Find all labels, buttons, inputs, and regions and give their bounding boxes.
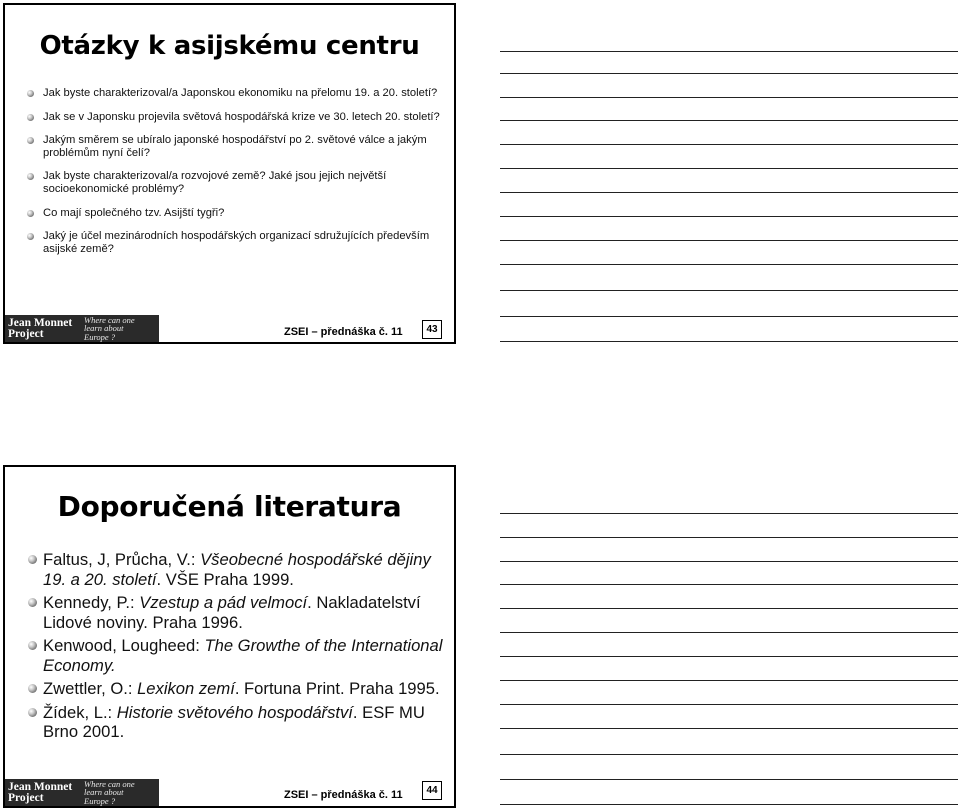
note-line [500,584,958,585]
note-line [500,680,958,681]
bullet-icon [27,173,34,180]
note-line [500,240,958,241]
question-text: Jaký je účel mezinárodních hospodářských organizací sdružujících především asijské země? [43,230,430,255]
note-line [500,608,958,609]
note-line [500,728,958,729]
slide-44 [3,465,456,808]
question-text: Jak byste charakterizoval/a rozvojové země? Jaké jsou jejich největší socioekonomické problémy? [43,170,387,195]
note-line [500,51,958,52]
list-item [27,134,447,159]
note-line [500,537,958,538]
question-text: Co mají společného tzv. Asijští tygři? [43,206,225,219]
list-item [27,87,447,100]
question-text: Jakým směrem se ubíralo japonské hospodářství po 2. světové válce a jakým problémům nyní čelí? [43,134,427,159]
slide-title: Otázky k asijskému centru [39,31,420,61]
page-number: 43 [422,320,442,339]
slide-43 [3,3,456,344]
bullet-icon [27,137,34,144]
slide-title: Doporučená literatura [57,490,402,523]
note-line [500,804,958,805]
note-line [500,779,958,780]
list-item: Kenwood, Lougheed: The Growthe of the International Economy. [27,636,447,675]
list-item [27,111,447,124]
bullet-icon [27,90,34,97]
bullet-icon [28,684,37,693]
note-line [500,632,958,633]
note-line [500,513,958,514]
note-line [500,73,958,74]
note-line [500,290,958,291]
note-line [500,561,958,562]
list-item [27,170,447,195]
note-line [500,704,958,705]
question-list [27,87,447,266]
bullet-icon [28,708,37,717]
note-line [500,316,958,317]
bullet-icon [28,555,37,564]
list-item: Žídek, L.: Historie světového hospodářství. ESF MU Brno 2001. [27,703,447,742]
note-line [500,97,958,98]
footer-label: ZSEI – přednáška č. 11 [284,789,403,801]
note-line [500,192,958,193]
note-line [500,754,958,755]
list-item: Zwettler, O.: Lexikon zemí. Fortuna Print. Praha 1995. [27,679,447,699]
note-line [500,264,958,265]
list-item: Faltus, J, Průcha, V.: Všeobecné hospodářské dějiny 19. a 20. století. VŠE Praha 1999. [27,550,447,589]
footer-label: ZSEI – přednáška č. 11 [284,326,403,338]
bullet-icon [27,114,34,121]
question-text: Jak byste charakterizoval/a Japonskou ekonomiku na přelomu 19. a 20. století? [43,87,438,99]
bullet-icon [27,233,34,240]
bullet-icon [27,210,34,217]
note-line [500,120,958,121]
reference-list [27,550,447,746]
bullet-icon [28,598,37,607]
list-item [27,230,447,255]
bullet-icon [28,641,37,650]
note-line [500,216,958,217]
list-item [27,207,447,220]
note-line [500,341,958,342]
note-line [500,168,958,169]
list-item: Kennedy, P.: Vzestup a pád velmocí. Nakladatelství Lidové noviny. Praha 1996. [27,593,447,632]
page-number: 44 [422,781,442,800]
jean-monnet-logo: Jean Monnet Project Where can one learn about Europe ? [5,315,159,342]
note-line [500,656,958,657]
note-line [500,144,958,145]
jean-monnet-logo: Jean Monnet Project Where can one learn about Europe ? [5,779,159,806]
question-text: Jak se v Japonsku projevila světová hospodářská krize ve 30. letech 20. století? [43,110,440,123]
